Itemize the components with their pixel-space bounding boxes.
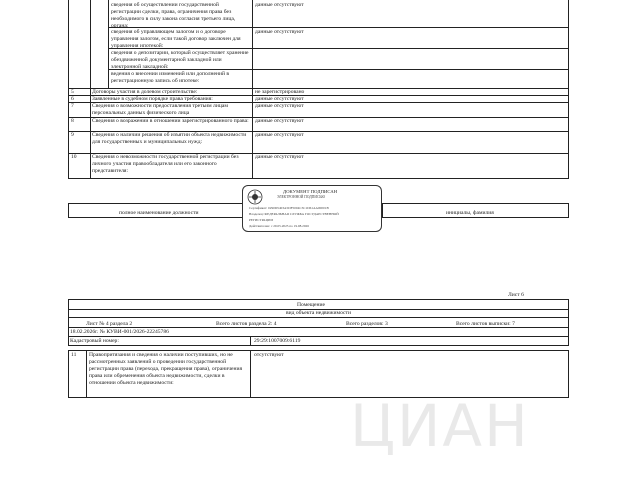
electronic-signature-stamp	[242, 185, 382, 232]
row-label: Сведения о возражении в отношении зарегистрированного права:	[92, 118, 249, 124]
row-label: Договоры участия в долевом строительстве:	[92, 89, 198, 95]
stamp-subtitle: ЭЛЕКТРОННОЙ ПОДПИСЬЮ	[277, 195, 326, 199]
row-number: 5	[71, 89, 74, 95]
row-label: Сведения о невозможности государственной регистрации без личного участия правообладателя или его законного представителя:	[92, 154, 239, 174]
object-subtitle: вид объекта недвижимости	[286, 310, 351, 316]
cadastral-number: 29:29:1007009:6119	[254, 338, 301, 344]
row-label: сведения об осуществлении государственной регистрации сделки, права, ограничения права без необходимого в силу закона согласия третьего лица, органа:	[111, 2, 236, 29]
extract-date-number: 18.02.2026г. № КУВИ-001/2026-22245786	[70, 329, 169, 335]
emblem-icon	[247, 189, 263, 205]
stamp-owner-cont: РЕГИСТРАЦИИ	[249, 218, 273, 222]
row-value: данные отсутствуют	[255, 96, 304, 102]
stamp-valid: Действителен: с 29.05.2025 по 19.08.2026	[249, 224, 309, 228]
row-number: 8	[71, 118, 74, 124]
sheets-total: Всего листов выписки: 7	[456, 321, 515, 327]
row-label: Заявленные в судебном порядке права требования:	[92, 96, 213, 102]
row-label: ведения о внесении изменений или дополнений в регистрационную запись об ипотеке:	[111, 71, 229, 84]
row-value: данные отсутствуют	[255, 118, 304, 124]
row-value: данные отсутствуют	[255, 29, 304, 35]
sheets-in-section: Всего листов раздела 2: 4	[216, 321, 277, 327]
row-value: данные отсутствуют	[255, 132, 304, 138]
name-label: инициалы, фамилия	[446, 210, 494, 216]
row-value: не зарегистрировано	[255, 89, 305, 95]
sections-total: Всего разделов: 3	[346, 321, 388, 327]
row-label: Сведения о возможности предоставления третьим лицам персональных данных физического лица	[92, 103, 228, 116]
stamp-owner: Владелец: ФЕДЕРАЛЬНАЯ СЛУЖБА ГОСУДАРСТВЕННОЙ	[249, 212, 339, 216]
row-label: сведения о депозитарии, который осуществляет хранение обездвиженной документарной закладной или электронной закладной:	[111, 50, 249, 70]
position-label: полное наименование должности	[119, 210, 199, 216]
row-number: 6	[71, 96, 74, 102]
row-value: данные отсутствуют	[255, 103, 304, 109]
row-value: данные отсутствуют	[255, 154, 304, 160]
row-number: 9	[71, 132, 74, 138]
stamp-title: ДОКУМЕНТ ПОДПИСАН	[283, 189, 338, 194]
row-label: сведения об управляющем залогом и о договоре управления залогом, если такой договор заключен для управления ипотекой:	[111, 29, 241, 49]
row-label: Сведения о наличии решения об изъятии объекта недвижимости для государственных и муниципальных нужд:	[92, 132, 247, 145]
stamp-certificate: Сертификат: 0290D5403A5DF5004C3C1D61AA00001B	[249, 206, 329, 210]
row-number: 7	[71, 103, 74, 109]
section-info: Лист № 4 раздела 2	[86, 321, 133, 327]
row-value: данные отсутствуют	[255, 2, 304, 8]
row-label: Правопритязания и сведения о наличии поступивших, но не рассмотренных заявлений о проведении государственной регистрации права (перехода, прекращения права), ограничения права или обременения объекта недвижимости, сделки в отношении объекта недвижимости:	[89, 352, 243, 386]
cian-watermark: ЦИАН	[350, 392, 530, 460]
row-number: 11	[71, 352, 77, 358]
sheet-number: Лист 6	[508, 292, 524, 298]
row-number: 10	[71, 154, 77, 160]
object-title: Помещение	[297, 302, 326, 308]
row-value: отсутствуют	[254, 352, 284, 358]
cadastral-label: Кадастровый номер:	[70, 338, 119, 344]
